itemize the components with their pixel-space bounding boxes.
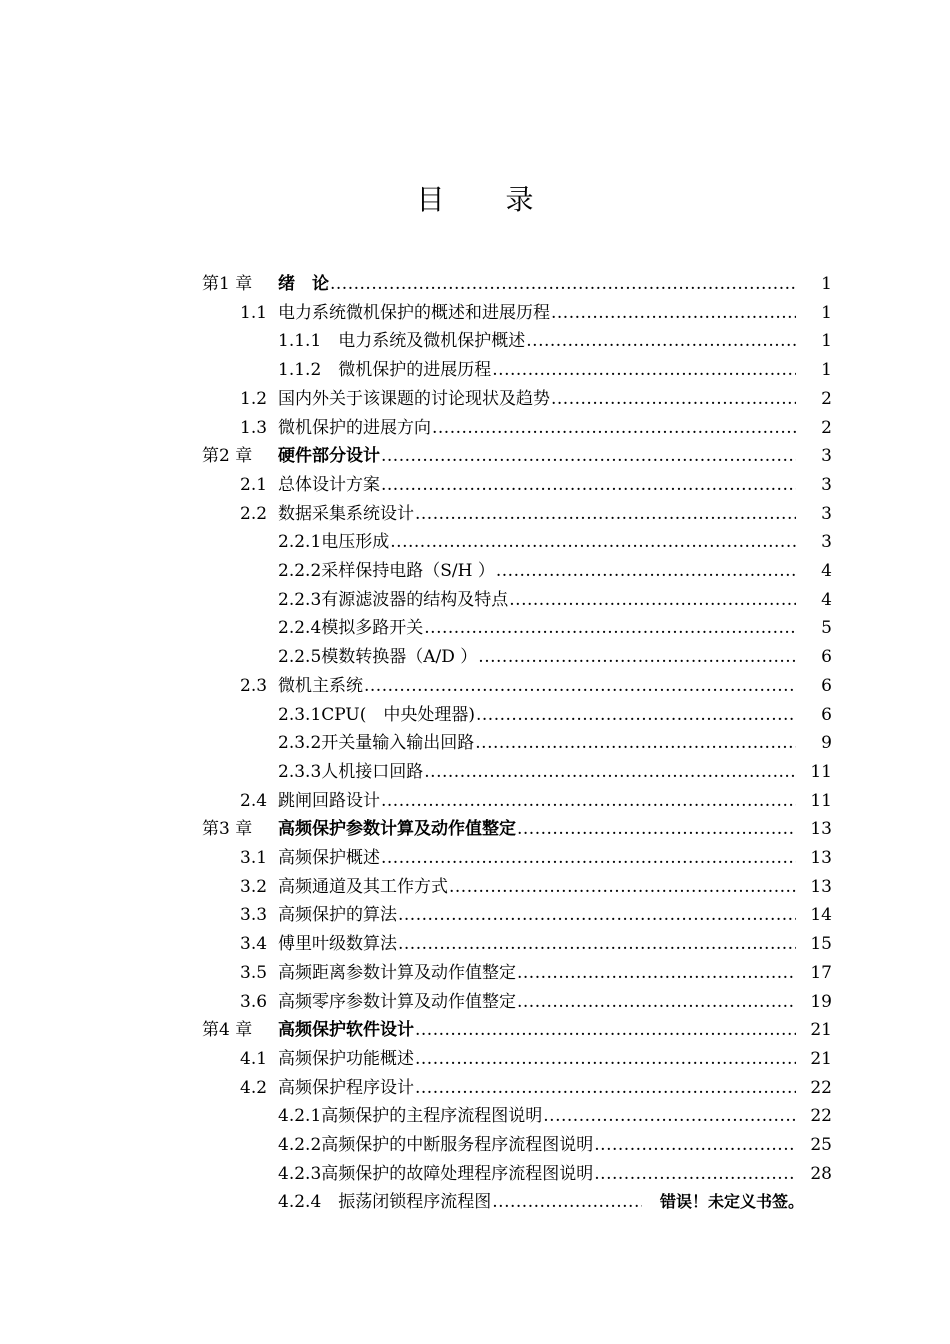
toc-entry[interactable]	[0, 815, 950, 843]
toc-entry-page-number: 4	[821, 589, 832, 610]
toc-entry[interactable]	[0, 414, 950, 442]
toc-entry[interactable]	[0, 327, 950, 355]
toc-entry-page-number: 25	[810, 1135, 832, 1155]
toc-title: 目 录	[416, 183, 560, 216]
toc-entry-number: 第3 章	[202, 819, 253, 840]
toc-entry-title: 国内外关于该课题的讨论现状及趋势	[278, 388, 550, 409]
toc-entry-title: 绪 论	[278, 274, 329, 294]
dot-leader	[517, 988, 796, 1016]
toc-entry-title: 2.3.3人机接口回路	[278, 761, 424, 782]
toc-entry-number: 2.2	[240, 503, 268, 524]
dot-leader	[398, 901, 796, 929]
dot-leader	[449, 873, 796, 901]
dot-leader	[594, 1131, 796, 1159]
toc-entry[interactable]	[0, 586, 950, 614]
dot-leader	[517, 815, 796, 843]
toc-entry[interactable]	[0, 758, 950, 786]
toc-entry-title: 高频保护软件设计	[278, 1020, 414, 1041]
dot-leader	[415, 1074, 796, 1102]
toc-entry[interactable]	[0, 901, 950, 929]
dot-leader	[492, 356, 796, 384]
toc-entry[interactable]	[0, 988, 950, 1016]
toc-entry-number: 2.4	[240, 790, 268, 811]
toc-entry-title: 傅里叶级数算法	[278, 934, 397, 955]
toc-entry-number: 2.1	[240, 474, 268, 495]
toc-entry[interactable]	[0, 729, 950, 757]
toc-entry-page-number: 3	[821, 446, 832, 467]
toc-entry-title: 2.2.3有源滤波器的结构及特点	[278, 589, 509, 610]
toc-entry-page-number: 11	[810, 790, 832, 811]
dot-leader	[398, 930, 796, 958]
toc-entry-title: 高频通道及其工作方式	[278, 876, 448, 897]
toc-entry[interactable]	[0, 959, 950, 987]
toc-entry-page-number: 3	[821, 532, 832, 553]
toc-entry-number: 1.1	[240, 302, 268, 323]
toc-entry-title: 电力系统微机保护的概述和进展历程	[278, 302, 550, 323]
dot-leader	[551, 299, 796, 327]
toc-entry-page-number: 21	[810, 1048, 832, 1069]
dot-leader	[475, 729, 796, 757]
dot-leader	[381, 787, 796, 815]
toc-entry-title: 高频保护的算法	[278, 905, 397, 926]
dot-leader	[496, 557, 796, 585]
toc-entry-title: 高频保护程序设计	[278, 1077, 414, 1098]
dot-leader	[364, 672, 796, 700]
dot-leader	[543, 1102, 796, 1130]
toc-entry-title: 总体设计方案	[278, 474, 380, 495]
toc-entry-title: 高频保护参数计算及动作值整定	[278, 819, 516, 840]
toc-entry[interactable]	[0, 557, 950, 585]
toc-entry-title: 微机保护的进展方向	[278, 417, 431, 438]
toc-entry-page-number: 6	[821, 704, 832, 725]
dot-leader	[415, 1016, 796, 1044]
dot-leader	[517, 959, 796, 987]
toc-entry-page-number: 15	[810, 934, 832, 955]
toc-entry-title: 高频距离参数计算及动作值整定	[278, 962, 516, 983]
toc-entry-page-number: 14	[810, 905, 832, 926]
toc-entry-page-number: 6	[821, 675, 832, 696]
toc-entry-title: 高频零序参数计算及动作值整定	[278, 991, 516, 1012]
toc-entry[interactable]	[0, 614, 950, 642]
toc-entry[interactable]	[0, 930, 950, 958]
dot-leader	[415, 1045, 796, 1073]
dot-leader	[390, 528, 796, 556]
toc-entry-page-number: 9	[821, 733, 832, 754]
toc-entry-title: 高频保护功能概述	[278, 1048, 414, 1069]
toc-entry[interactable]	[0, 500, 950, 528]
dot-leader	[492, 1188, 642, 1216]
toc-entry-title: 微机主系统	[278, 675, 363, 696]
dot-leader	[551, 385, 796, 413]
toc-entry[interactable]	[0, 1102, 950, 1130]
dot-leader	[424, 614, 796, 642]
toc-entry-title: 4.2.1高频保护的主程序流程图说明	[278, 1106, 543, 1127]
toc-entry-title: 4.2.3高频保护的故障处理程序流程图说明	[278, 1163, 594, 1184]
toc-entry[interactable]	[0, 873, 950, 901]
toc-entry-page-number: 1	[821, 360, 832, 381]
dot-leader	[594, 1160, 796, 1188]
toc-entry-number: 4.2	[240, 1077, 268, 1098]
toc-entry-page-number: 1	[821, 302, 832, 323]
toc-entry-page-number: 13	[810, 876, 832, 897]
dot-leader	[478, 643, 796, 671]
toc-entry-number: 第4 章	[202, 1020, 253, 1041]
toc-entry-page-number: 13	[810, 848, 832, 868]
toc-entry-page-number: 22	[810, 1077, 832, 1098]
dot-leader	[424, 758, 796, 786]
toc-entry-page-number: 3	[821, 474, 832, 495]
dot-leader	[381, 844, 796, 872]
toc-entry[interactable]	[0, 385, 950, 413]
toc-entry[interactable]	[0, 1045, 950, 1073]
dot-leader	[526, 327, 796, 355]
dot-leader	[415, 500, 796, 528]
toc-entry[interactable]	[0, 1160, 950, 1188]
toc-entry-title: 数据采集系统设计	[278, 503, 414, 524]
toc-entry-title: 4.2.4 振荡闭锁程序流程图	[278, 1192, 492, 1213]
toc-entry[interactable]	[0, 471, 950, 499]
toc-entry-number: 4.1	[240, 1048, 268, 1069]
toc-entry-page-number: 13	[810, 819, 832, 840]
toc-entry[interactable]	[0, 1188, 950, 1216]
dot-leader	[381, 442, 796, 470]
toc-entry[interactable]	[0, 701, 950, 729]
toc-entry-title: 1.1.2 微机保护的进展历程	[278, 360, 492, 381]
dot-leader	[432, 414, 796, 442]
toc-entry[interactable]	[0, 672, 950, 700]
toc-entry[interactable]	[0, 442, 950, 470]
toc-entry[interactable]	[0, 1131, 950, 1159]
toc-entry-title: 2.3.1CPU( 中央处理器)	[278, 704, 475, 725]
toc-entry-title: 2.2.1电压形成	[278, 532, 390, 553]
toc-entry-title: 2.3.2开关量输入输出回路	[278, 733, 475, 754]
toc-entry[interactable]	[0, 528, 950, 556]
toc-entry-number: 3.2	[240, 876, 268, 897]
toc-entry-page-number: 3	[821, 503, 832, 524]
toc-entry-page-number: 6	[821, 647, 832, 668]
toc-entry-page-number: 2	[821, 388, 832, 409]
toc-entry[interactable]	[0, 643, 950, 671]
toc-entry[interactable]	[0, 787, 950, 815]
toc-entry-page-number: 21	[810, 1020, 832, 1041]
toc-entry-page-number: 2	[821, 417, 832, 438]
toc-entry-number: 3.3	[240, 905, 268, 926]
toc-entry-title: 高频保护概述	[278, 848, 380, 868]
toc-entry-number: 第1 章	[202, 274, 253, 294]
dot-leader	[381, 471, 796, 499]
dot-leader	[476, 701, 796, 729]
toc-entry-number: 3.4	[240, 934, 268, 955]
toc-entry[interactable]	[0, 1074, 950, 1102]
toc-entry-page-number: 5	[821, 618, 832, 639]
toc-entry-number: 2.3	[240, 675, 268, 696]
toc-entry-page-number: 1	[821, 331, 832, 352]
toc-entry-number: 3.5	[240, 962, 268, 983]
toc-entry[interactable]	[0, 299, 950, 327]
toc-entry[interactable]	[0, 844, 950, 872]
toc-entry-number: 1.3	[240, 417, 268, 438]
toc-entry-title: 硬件部分设计	[278, 446, 380, 467]
toc-entry-title: 2.2.4模拟多路开关	[278, 618, 424, 639]
toc-entry-number: 3.1	[240, 848, 268, 868]
toc-entry-page-number: 1	[821, 274, 832, 294]
toc-entry-title: 2.2.2采样保持电路（S/H ）	[278, 561, 495, 581]
toc-entry-number: 第2 章	[202, 446, 253, 467]
toc-entry-page-number: 28	[810, 1163, 832, 1184]
toc-entry-number: 1.2	[240, 388, 268, 409]
toc-entry[interactable]	[0, 270, 950, 298]
toc-entry-title: 跳闸回路设计	[278, 790, 380, 811]
toc-entry-number: 3.6	[240, 991, 268, 1012]
toc-entry-title: 2.2.5模数转换器（A/D ）	[278, 647, 478, 668]
toc-entry-page-number: 22	[810, 1106, 832, 1127]
toc-entry[interactable]	[0, 356, 950, 384]
toc-entry-error-message: 错误！未定义书签。	[660, 1192, 805, 1212]
toc-entry-page-number: 11	[810, 761, 832, 782]
toc-entry[interactable]	[0, 1016, 950, 1044]
dot-leader	[509, 586, 796, 614]
toc-entry-title: 1.1.1 电力系统及微机保护概述	[278, 331, 526, 352]
toc-entry-page-number: 4	[821, 561, 832, 581]
toc-entry-page-number: 17	[810, 962, 832, 983]
dot-leader	[330, 270, 796, 298]
toc-entry-title: 4.2.2高频保护的中断服务程序流程图说明	[278, 1135, 594, 1155]
toc-entry-page-number: 19	[810, 991, 832, 1012]
